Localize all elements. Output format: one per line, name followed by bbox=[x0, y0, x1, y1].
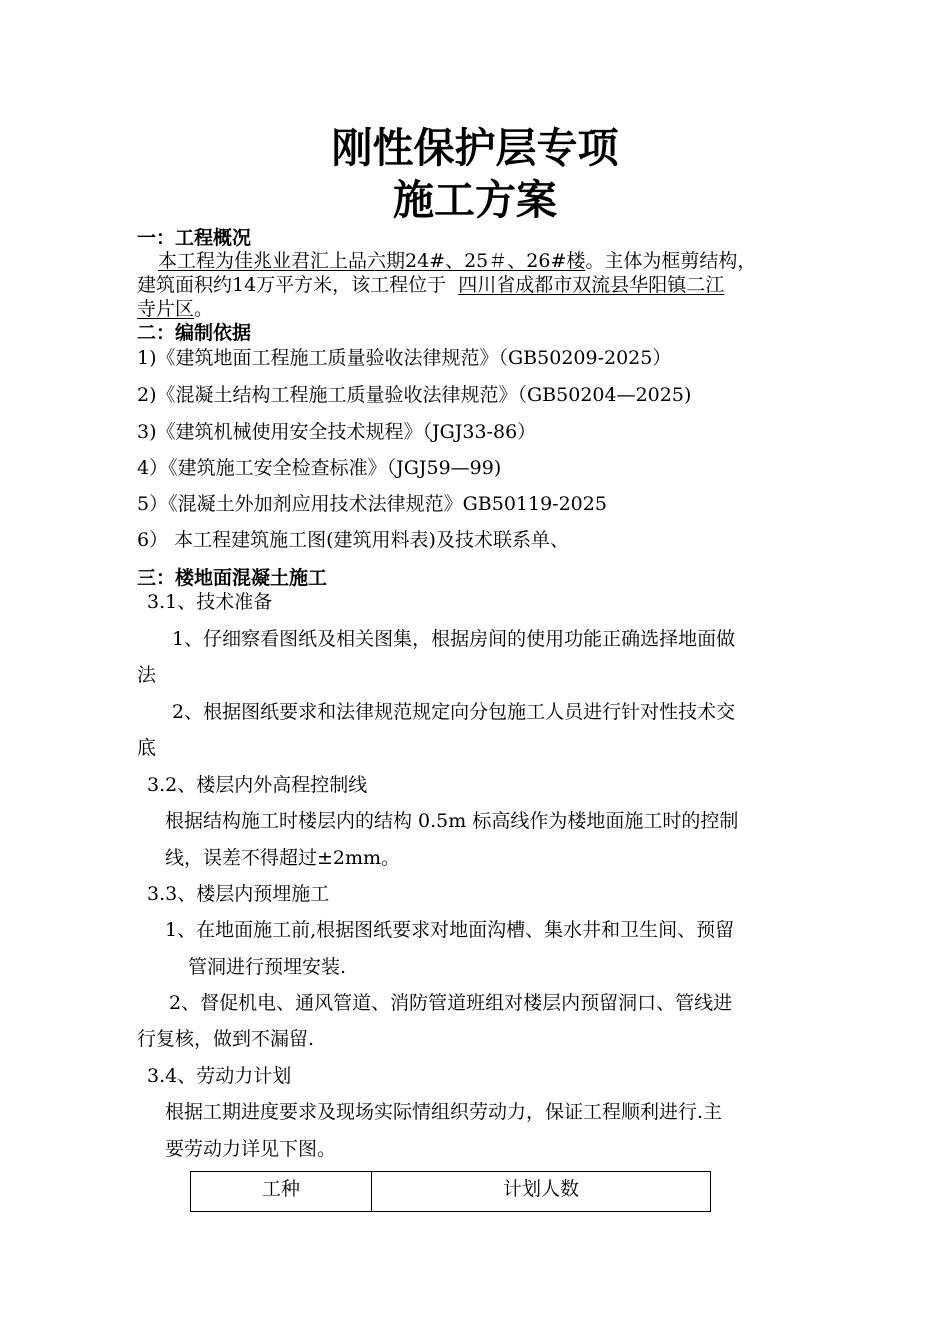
project-location-cont: 寺片区 bbox=[137, 298, 195, 320]
subsection-3-3-item2-cont: 行复核，做到不漏留. bbox=[137, 1028, 315, 1050]
project-overview-text: 建筑面积约14万平方米，该工程位于 bbox=[137, 274, 447, 296]
project-location: 四川省成都市双流县华阳镇二江 bbox=[458, 274, 725, 296]
subsection-3-1-item1: 1、仔细察看图纸及相关图集，根据房间的使用功能正确选择地面做 bbox=[172, 628, 736, 650]
subsection-3-4-text-cont: 要劳动力详见下图。 bbox=[165, 1138, 337, 1160]
subsection-3-2-text: 根据结构施工时楼层内的结构 0.5m 标高线作为楼地面施工时的控制 bbox=[165, 810, 739, 832]
table-header-trade: 工种 bbox=[191, 1172, 372, 1212]
labor-plan-table bbox=[190, 1171, 711, 1212]
subsection-3-3-item2: 2、督促机电、通风管道、消防管道班组对楼层内预留洞口、管线进 bbox=[169, 992, 733, 1014]
reference-item-4: 4）《建筑施工安全检查标准》（JGJ59—99) bbox=[137, 457, 502, 479]
document-title-line2: 施工方案 bbox=[393, 176, 557, 224]
subsection-3-1-item1-cont: 法 bbox=[137, 664, 157, 686]
section3-heading: 三：楼地面混凝土施工 bbox=[137, 567, 328, 589]
section2-heading: 二：编制依据 bbox=[137, 322, 252, 344]
subsection-3-1-item2-cont: 底 bbox=[137, 737, 157, 759]
reference-item-3: 3)《建筑机械使用安全技术规程》（JGJ33-86） bbox=[137, 421, 537, 443]
project-overview-text: 。 bbox=[194, 298, 214, 320]
section1-heading: 一：工程概况 bbox=[137, 227, 252, 249]
project-overview-line1 bbox=[158, 248, 756, 274]
table-header-planned-count: 计划人数 bbox=[372, 1172, 711, 1212]
reference-item-1: 1)《建筑地面工程施工质量验收法律规范》（GB50209-2025） bbox=[137, 347, 672, 369]
subsection-3-4-text: 根据工期进度要求及现场实际情组织劳动力，保证工程顺利进行.主 bbox=[165, 1101, 723, 1123]
subsection-3-3-item1-cont: 管洞进行预埋安装. bbox=[188, 956, 347, 978]
subsection-3-1-title: 3.1、技术准备 bbox=[147, 591, 273, 613]
project-overview-text: 。主体为框剪结构， bbox=[585, 250, 757, 272]
subsection-3-2-text-cont: 线，误差不得超过±2mm。 bbox=[165, 847, 401, 869]
subsection-3-1-item2: 2、根据图纸要求和法律规范规定向分包施工人员进行针对性技术交 bbox=[172, 701, 736, 723]
subsection-3-3-title: 3.3、楼层内预埋施工 bbox=[147, 883, 330, 905]
document-title-line1: 刚性保护层专项 bbox=[331, 124, 619, 172]
reference-item-2: 2)《混凝土结构工程施工质量验收法律规范》（GB50204—2025) bbox=[137, 384, 692, 406]
subsection-3-4-title: 3.4、劳动力计划 bbox=[147, 1065, 292, 1087]
project-overview-line3 bbox=[137, 296, 213, 322]
project-name: 本工程为佳兆业君汇上品六期24#、25＃、26#楼 bbox=[158, 250, 586, 272]
subsection-3-2-title: 3.2、楼层内外高程控制线 bbox=[147, 774, 368, 796]
project-overview-line2 bbox=[137, 272, 724, 298]
reference-item-5: 5）《混凝土外加剂应用技术法律规范》GB50119-2025 bbox=[137, 493, 607, 515]
reference-item-6: 6） 本工程建筑施工图(建筑用料表)及技术联系单、 bbox=[137, 529, 569, 551]
subsection-3-3-item1: 1、在地面施工前,根据图纸要求对地面沟槽、集水井和卫生间、预留 bbox=[165, 919, 735, 941]
table-header-row bbox=[191, 1172, 711, 1212]
